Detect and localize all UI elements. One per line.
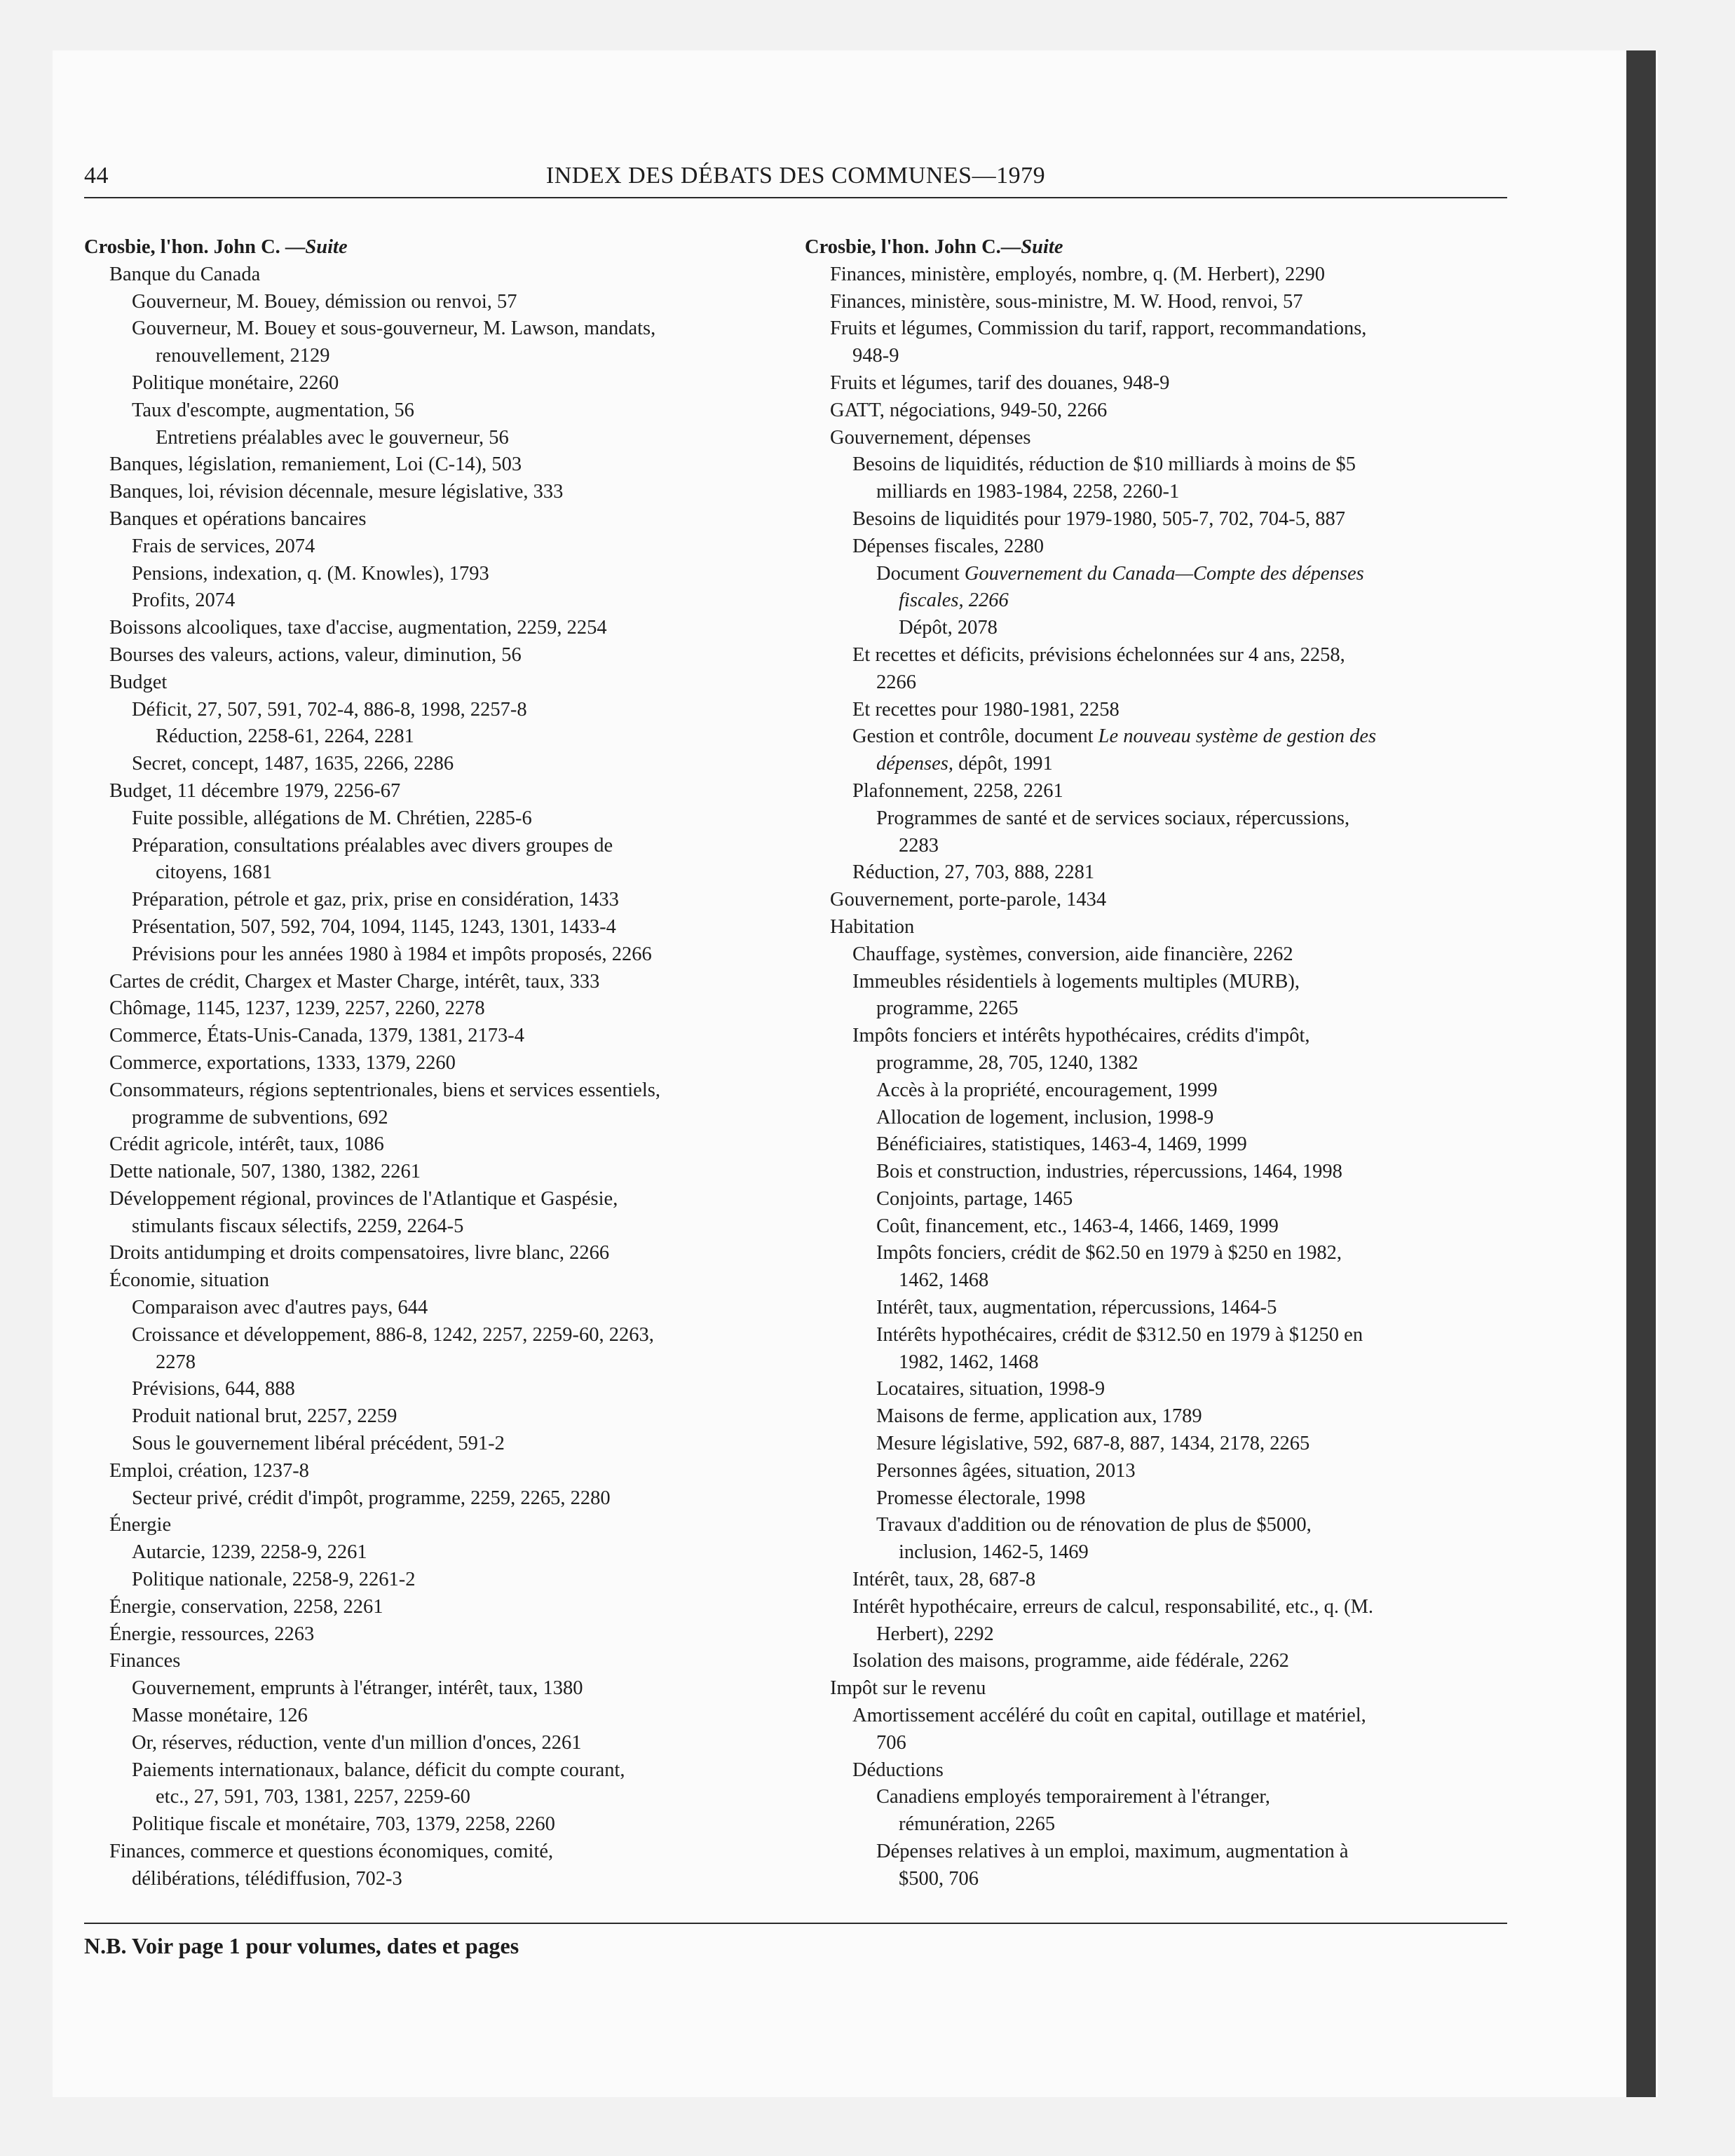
header-rule [84, 197, 1507, 198]
entry-text: Amortissement accéléré du coût en capital, outillage et matériel, [852, 1705, 1366, 1727]
index-entry [805, 315, 1495, 343]
index-entry [84, 315, 775, 343]
entry-text: Promesse électorale, 1998 [876, 1487, 1086, 1509]
index-entry [84, 1023, 775, 1050]
entry-text: Énergie, ressources, 2263 [109, 1623, 315, 1645]
index-entry [84, 1703, 775, 1730]
entry-text: Fruits et légumes, tarif des douanes, 948-9 [830, 371, 1170, 394]
entry-text: Dépôt, 2078 [899, 617, 998, 639]
index-entry [805, 479, 1495, 506]
entry-text: Commerce, exportations, 1333, 1379, 2260 [109, 1051, 456, 1074]
entry-text: Coût, financement, etc., 1463-4, 1466, 1469, 1999 [876, 1215, 1279, 1237]
index-entry [805, 859, 1495, 887]
index-entry [84, 397, 775, 425]
index-entry [84, 1131, 775, 1159]
entry-text: Préparation, pétrole et gaz, prix, prise en considération, 1433 [132, 889, 619, 911]
index-entry [84, 479, 775, 506]
index-entry [805, 587, 1495, 615]
entry-text: etc., 27, 591, 703, 1381, 2257, 2259-60 [156, 1786, 470, 1808]
entry-text: Entretiens préalables avec le gouverneur, 56 [156, 426, 509, 449]
entry-text: Banques, législation, remaniement, Loi (C-14), 503 [109, 453, 522, 476]
index-entry [84, 587, 775, 615]
scan-edge-bar [1626, 50, 1656, 2097]
footer-note: N.B. Voir page 1 pour volumes, dates et pages [84, 1933, 519, 1958]
index-entry [805, 1675, 1495, 1703]
entry-text: Dépenses fiscales, 2280 [852, 535, 1045, 557]
entry-text: milliards en 1983-1984, 2258, 2260-1 [876, 481, 1180, 503]
entry-text: Déficit, 27, 507, 591, 702-4, 886-8, 1998, 2257-8 [132, 698, 527, 721]
entry-text-after: dépôt, 1991 [953, 753, 1053, 775]
entry-text: 2278 [156, 1351, 196, 1373]
entry-text: Emploi, création, 1237-8 [109, 1459, 309, 1482]
index-entry [84, 995, 775, 1023]
index-entry [805, 1485, 1495, 1513]
entry-text: Immeubles résidentiels à logements multiples (MURB), [852, 970, 1300, 992]
entry-text: Mesure législative, 592, 687-8, 887, 1434, 2178, 2265 [876, 1433, 1310, 1455]
entry-text: Fuite possible, allégations de M. Chrétien, 2285-6 [132, 807, 532, 829]
entry-text: Intérêt, taux, augmentation, répercussions, 1464-5 [876, 1297, 1277, 1319]
index-entry [84, 1838, 775, 1866]
index-entry [84, 1594, 775, 1621]
entry-italic-text: fiscales, 2266 [899, 589, 1009, 612]
entry-text: Énergie [109, 1514, 172, 1536]
index-entry [84, 941, 775, 969]
entry-text: Réduction, 2258-61, 2264, 2281 [156, 725, 414, 748]
index-column-left [84, 234, 775, 1893]
index-entry [805, 1403, 1495, 1431]
entry-text: Crosbie, l'hon. John C. — [84, 236, 306, 258]
entry-text: Politique monétaire, 2260 [132, 371, 339, 394]
index-entry [84, 1458, 775, 1485]
index-entry [805, 1757, 1495, 1785]
index-entry [84, 343, 775, 370]
entry-text: Programmes de santé et de services sociaux, répercussions, [876, 807, 1350, 829]
index-entry [84, 723, 775, 751]
entry-text: Politique fiscale et monétaire, 703, 1379, 2258, 2260 [132, 1813, 555, 1836]
index-entry [84, 1648, 775, 1675]
entry-text: Finances, ministère, sous-ministre, M. W. Hood, renvoi, 57 [830, 290, 1303, 313]
entry-text: Présentation, 507, 592, 704, 1094, 1145, 1243, 1301, 1433-4 [132, 915, 616, 938]
index-entry [805, 969, 1495, 996]
entry-text: Impôts fonciers et intérêts hypothécaires, crédits d'impôt, [852, 1025, 1310, 1047]
index-entry [805, 642, 1495, 669]
index-entry [805, 397, 1495, 425]
index-entry [84, 1105, 775, 1132]
entry-text: Plafonnement, 2258, 2261 [852, 779, 1063, 802]
entry-italic-text: Le nouveau système de gestion des [1098, 725, 1377, 748]
entry-text: Gouvernement, porte-parole, 1434 [830, 889, 1107, 911]
index-entry [84, 1159, 775, 1186]
entry-text: Bois et construction, industries, répercussions, 1464, 1998 [876, 1161, 1342, 1183]
entry-text: Intérêt hypothécaire, erreurs de calcul, responsabilité, etc., q. (M. [852, 1595, 1374, 1618]
index-entry [84, 887, 775, 914]
entry-text: programme, 28, 705, 1240, 1382 [876, 1051, 1138, 1074]
index-entry [805, 370, 1495, 397]
entry-text: Réduction, 27, 703, 888, 2281 [852, 861, 1095, 884]
index-entry [84, 697, 775, 724]
index-entry [84, 1539, 775, 1567]
index-entry [805, 1349, 1495, 1377]
entry-text: Profits, 2074 [132, 589, 236, 612]
entry-italic-text: dépenses, [876, 753, 954, 775]
index-entry [84, 1322, 775, 1349]
entry-text: Crédit agricole, intérêt, taux, 1086 [109, 1133, 384, 1156]
index-entry [805, 1866, 1495, 1893]
entry-text: Pensions, indexation, q. (M. Knowles), 1793 [132, 562, 489, 585]
index-entry [805, 1186, 1495, 1213]
entry-text: Consommateurs, régions septentrionales, biens et services essentiels, [109, 1079, 660, 1101]
index-entry [805, 1458, 1495, 1485]
entry-text: Intérêts hypothécaires, crédit de $312.50 en 1979 à $1250 en [876, 1323, 1363, 1346]
entry-italic-text: Gouvernement du Canada—Compte des dépenses [964, 562, 1364, 585]
entry-text: Crosbie, l'hon. John C.— [805, 236, 1021, 258]
entry-text: Politique nationale, 2258-9, 2261-2 [132, 1569, 416, 1591]
index-entry [805, 1131, 1495, 1159]
index-entry [84, 778, 775, 805]
index-entry [84, 969, 775, 996]
entry-text: Budget [109, 671, 168, 693]
index-entry [84, 1730, 775, 1757]
entry-text: Bénéficiaires, statistiques, 1463-4, 1469, 1999 [876, 1133, 1247, 1156]
entry-text: Banques, loi, révision décennale, mesure législative, 333 [109, 481, 564, 503]
entry-text: Besoins de liquidités pour 1979-1980, 505-7, 702, 704-5, 887 [852, 507, 1345, 530]
entry-text: Développement régional, provinces de l'Atlantique et Gaspésie, [109, 1187, 618, 1210]
page-title: INDEX DES DÉBATS DES COMMUNES—1979 [545, 163, 1046, 189]
index-column-right [805, 234, 1495, 1893]
index-entry [84, 805, 775, 833]
entry-text: Besoins de liquidités, réduction de $10 milliards à moins de $5 [852, 453, 1356, 476]
index-entry [84, 261, 775, 289]
index-entry [805, 343, 1495, 370]
entry-text: Document [876, 562, 965, 585]
entry-text: Allocation de logement, inclusion, 1998-9 [876, 1106, 1214, 1128]
index-entry [84, 289, 775, 316]
index-entry [84, 1784, 775, 1811]
index-entry [805, 805, 1495, 833]
entry-text: Chômage, 1145, 1237, 1239, 2257, 2260, 2278 [109, 997, 485, 1020]
entry-text: 1982, 1462, 1468 [899, 1351, 1039, 1373]
index-entry [805, 561, 1495, 588]
entry-text: Finances, commerce et questions économiques, comité, [109, 1841, 554, 1863]
index-entry [84, 1512, 775, 1539]
index-entry [805, 995, 1495, 1023]
index-entry [84, 615, 775, 642]
index-entry [84, 1240, 775, 1267]
entry-text: 1462, 1468 [899, 1269, 989, 1292]
footer-rule [84, 1923, 1507, 1924]
entry-text: Secteur privé, crédit d'impôt, programme, 2259, 2265, 2280 [132, 1487, 611, 1509]
entry-italic-text: Suite [305, 236, 348, 258]
index-entry [805, 778, 1495, 805]
entry-text: Préparation, consultations préalables avec divers groupes de [132, 834, 613, 857]
entry-text: Gouvernement, emprunts à l'étranger, intérêt, taux, 1380 [132, 1677, 583, 1700]
index-entry [805, 914, 1495, 941]
index-entry [805, 941, 1495, 969]
index-entry [84, 1077, 775, 1105]
entry-text: Banques et opérations bancaires [109, 507, 367, 530]
entry-text: Droits antidumping et droits compensatoires, livre blanc, 2266 [109, 1242, 610, 1264]
entry-text: Comparaison avec d'autres pays, 644 [132, 1297, 428, 1319]
entry-text: Et recettes pour 1980-1981, 2258 [852, 698, 1120, 721]
entry-text: Croissance et développement, 886-8, 1242, 2257, 2259-60, 2263, [132, 1323, 654, 1346]
entry-italic-text: Suite [1021, 236, 1063, 258]
entry-text: Chauffage, systèmes, conversion, aide financière, 2262 [852, 943, 1293, 965]
index-entry [84, 669, 775, 697]
index-entry [84, 1295, 775, 1322]
entry-text: 706 [876, 1731, 906, 1754]
entry-text: Gestion et contrôle, document [852, 725, 1098, 748]
entry-text: Fruits et légumes, Commission du tarif, rapport, recommandations, [830, 318, 1367, 340]
index-entry [805, 506, 1495, 533]
entry-text: Locataires, situation, 1998-9 [876, 1378, 1105, 1400]
index-entry [805, 1621, 1495, 1649]
entry-text: Dépenses relatives à un emploi, maximum, augmentation à [876, 1841, 1349, 1863]
index-entry [805, 887, 1495, 914]
index-entry [805, 261, 1495, 289]
entry-text: Impôt sur le revenu [830, 1677, 986, 1700]
index-entry [805, 1838, 1495, 1866]
index-entry [805, 451, 1495, 479]
index-entry [84, 561, 775, 588]
index-entry [84, 914, 775, 941]
entry-text: Personnes âgées, situation, 2013 [876, 1459, 1136, 1482]
index-entry [805, 1703, 1495, 1730]
entry-text: Herbert), 2292 [876, 1623, 994, 1645]
index-entry [805, 1322, 1495, 1349]
entry-text: citoyens, 1681 [156, 861, 273, 884]
entry-text: Déductions [852, 1759, 944, 1781]
entry-text: Produit national brut, 2257, 2259 [132, 1405, 397, 1428]
entry-text: Et recettes et déficits, prévisions échelonnées sur 4 ans, 2258, [852, 643, 1345, 666]
entry-text: Secret, concept, 1487, 1635, 2266, 2286 [132, 753, 454, 775]
index-entry [805, 669, 1495, 697]
entry-text: Paiements internationaux, balance, déficit du compte courant, [132, 1759, 625, 1781]
index-entry [84, 1403, 775, 1431]
entry-text: Commerce, États-Unis-Canada, 1379, 1381, 2173-4 [109, 1025, 525, 1047]
entry-text: Budget, 11 décembre 1979, 2256-67 [109, 779, 401, 802]
entry-text: Dette nationale, 507, 1380, 1382, 2261 [109, 1161, 421, 1183]
index-entry [84, 1431, 775, 1458]
entry-text: Boissons alcooliques, taxe d'accise, augmentation, 2259, 2254 [109, 617, 607, 639]
entry-text: renouvellement, 2129 [156, 345, 330, 367]
index-entry [84, 451, 775, 479]
entry-text: Autarcie, 1239, 2258-9, 2261 [132, 1541, 367, 1564]
index-entry [805, 1594, 1495, 1621]
index-entry [84, 1485, 775, 1513]
index-entry [805, 615, 1495, 642]
entry-text: Bourses des valeurs, actions, valeur, diminution, 56 [109, 643, 522, 666]
index-entry [805, 289, 1495, 316]
entry-text: Isolation des maisons, programme, aide fédérale, 2262 [852, 1650, 1289, 1672]
index-heading [805, 234, 1495, 261]
index-entry [84, 370, 775, 397]
index-entry [805, 1295, 1495, 1322]
entry-text: programme, 2265 [876, 997, 1019, 1020]
index-entry [84, 533, 775, 561]
entry-text: Or, réserves, réduction, vente d'un million d'onces, 2261 [132, 1731, 582, 1754]
entry-text: Habitation [830, 915, 915, 938]
entry-text: Masse monétaire, 126 [132, 1705, 308, 1727]
entry-text: Conjoints, partage, 1465 [876, 1187, 1073, 1210]
entry-text: Canadiens employés temporairement à l'étranger, [876, 1786, 1270, 1808]
index-entry [84, 1757, 775, 1785]
entry-text: Énergie, conservation, 2258, 2261 [109, 1595, 383, 1618]
entry-text: inclusion, 1462-5, 1469 [899, 1541, 1089, 1564]
entry-text: Taux d'escompte, augmentation, 56 [132, 399, 414, 421]
index-entry [805, 1512, 1495, 1539]
entry-text: 2266 [876, 671, 916, 693]
index-heading [84, 234, 775, 261]
entry-text: Gouverneur, M. Bouey et sous-gouverneur, M. Lawson, mandats, [132, 318, 656, 340]
entry-text: Finances, ministère, employés, nombre, q. (M. Herbert), 2290 [830, 263, 1326, 285]
entry-text: stimulants fiscaux sélectifs, 2259, 2264-5 [132, 1215, 464, 1237]
index-entry [84, 425, 775, 452]
entry-text: Maisons de ferme, application aux, 1789 [876, 1405, 1202, 1428]
index-entry [84, 1567, 775, 1594]
index-entry [805, 1539, 1495, 1567]
index-entry [805, 1050, 1495, 1077]
index-entry [805, 1240, 1495, 1267]
index-entry [805, 723, 1495, 751]
index-entry [805, 1105, 1495, 1132]
index-entry [84, 833, 775, 860]
entry-text: GATT, négociations, 949-50, 2266 [830, 399, 1108, 421]
index-entry [84, 1675, 775, 1703]
index-entry [84, 642, 775, 669]
index-entry [84, 1811, 775, 1838]
entry-text: rémunération, 2265 [899, 1813, 1056, 1836]
page-number: 44 [84, 163, 109, 189]
index-entry [805, 425, 1495, 452]
entry-text: $500, 706 [899, 1867, 979, 1890]
entry-text: Prévisions pour les années 1980 à 1984 et impôts proposés, 2266 [132, 943, 652, 965]
entry-text: Accès à la propriété, encouragement, 1999 [876, 1079, 1218, 1101]
entry-text: délibérations, télédiffusion, 702-3 [132, 1867, 402, 1890]
entry-text: Sous le gouvernement libéral précédent, 591-2 [132, 1433, 505, 1455]
entry-text: Travaux d'addition ou de rénovation de plus de $5000, [876, 1514, 1312, 1536]
index-entry [84, 1376, 775, 1403]
index-entry [84, 1621, 775, 1649]
entry-text: Intérêt, taux, 28, 687-8 [852, 1569, 1036, 1591]
entry-text: Gouvernement, dépenses [830, 426, 1031, 449]
index-entry [805, 533, 1495, 561]
index-entry [805, 1567, 1495, 1594]
entry-text: Économie, situation [109, 1269, 269, 1292]
index-entry [805, 1023, 1495, 1050]
entry-text: Banque du Canada [109, 263, 261, 285]
index-entry [805, 1159, 1495, 1186]
entry-text: 948-9 [852, 345, 899, 367]
entry-text: Frais de services, 2074 [132, 535, 315, 557]
entry-text: Gouverneur, M. Bouey, démission ou renvoi, 57 [132, 290, 517, 313]
index-entry [805, 1213, 1495, 1241]
index-entry [84, 506, 775, 533]
index-entry [805, 1431, 1495, 1458]
entry-text: programme de subventions, 692 [132, 1106, 388, 1128]
index-entry [805, 1648, 1495, 1675]
index-entry [84, 1866, 775, 1893]
entry-text: Prévisions, 644, 888 [132, 1378, 295, 1400]
index-entry [84, 1186, 775, 1213]
index-entry [84, 1050, 775, 1077]
index-entry [84, 1267, 775, 1295]
page-header [84, 163, 1507, 198]
index-entry [84, 859, 775, 887]
index-entry [805, 751, 1495, 778]
index-entry [805, 1077, 1495, 1105]
index-entry [805, 697, 1495, 724]
index-entry [805, 833, 1495, 860]
index-entry [805, 1811, 1495, 1838]
index-entry [805, 1376, 1495, 1403]
index-entry [84, 751, 775, 778]
index-entry [805, 1730, 1495, 1757]
index-entry [84, 1349, 775, 1377]
index-entry [84, 1213, 775, 1241]
index-entry [805, 1784, 1495, 1811]
entry-text: Finances [109, 1650, 181, 1672]
entry-text: Cartes de crédit, Chargex et Master Charge, intérêt, taux, 333 [109, 970, 600, 992]
entry-text: Impôts fonciers, crédit de $62.50 en 1979 à $250 en 1982, [876, 1242, 1342, 1264]
index-entry [805, 1267, 1495, 1295]
entry-text: 2283 [899, 834, 939, 857]
